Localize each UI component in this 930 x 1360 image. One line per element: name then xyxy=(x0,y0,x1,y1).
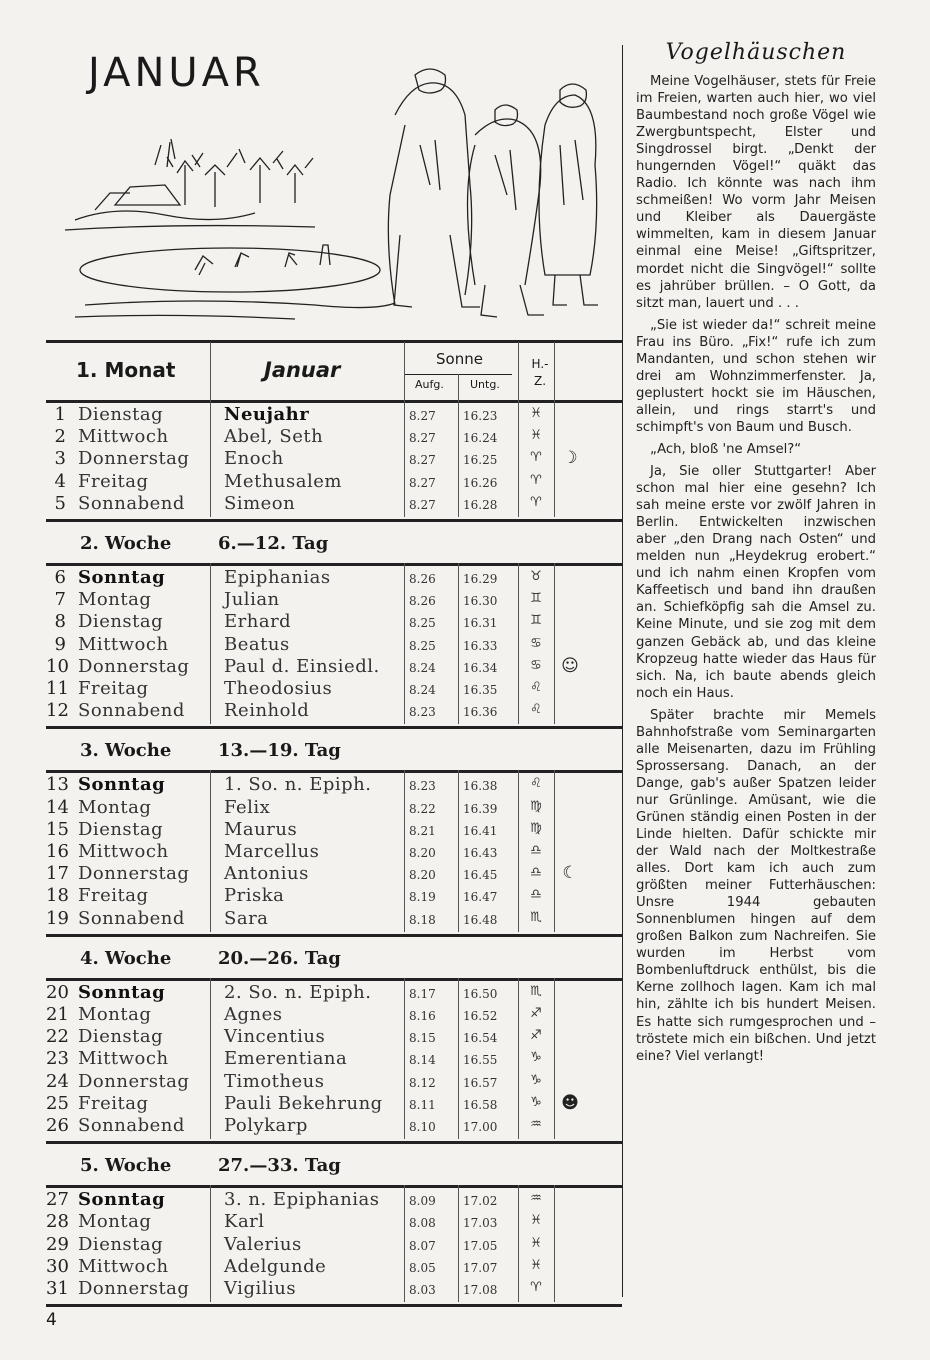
saint-name: Antonius xyxy=(224,863,309,885)
column-rule xyxy=(518,563,519,724)
saint-name: Reinhold xyxy=(224,700,310,722)
first-quarter-moon-icon: ☽ xyxy=(562,448,578,469)
calendar-bottom-rule xyxy=(46,1304,622,1307)
cancer-icon: ♋ xyxy=(530,657,542,673)
saint-name: Theodosius xyxy=(224,678,333,699)
day-number: 30 xyxy=(46,1255,69,1277)
sunset-time: 17.08 xyxy=(463,1283,498,1297)
day-number: 21 xyxy=(46,1004,69,1025)
weekday: Sonnabend xyxy=(78,700,185,722)
weekday: Mittwoch xyxy=(78,633,169,655)
sunrise-time: 8.20 xyxy=(409,868,436,883)
weekday: Sonnabend xyxy=(78,492,185,514)
capricorn-icon: ♑ xyxy=(530,1050,542,1066)
header-monat-name: Januar xyxy=(264,358,341,382)
day-row xyxy=(46,1026,622,1048)
day-number: 7 xyxy=(54,589,66,611)
sunrise-time: 8.16 xyxy=(409,1009,436,1023)
column-rule xyxy=(458,978,459,1139)
day-number: 16 xyxy=(46,841,69,862)
day-number: 12 xyxy=(46,700,69,722)
article-title: Vogelhäuschen xyxy=(665,40,847,65)
day-row xyxy=(46,1093,622,1115)
sunset-time: 17.00 xyxy=(463,1120,498,1134)
weekday: Sonntag xyxy=(78,1189,166,1211)
saint-name: Emerentiana xyxy=(224,1048,348,1070)
day-number: 18 xyxy=(46,885,69,907)
sunset-time: 16.25 xyxy=(463,453,498,468)
sunset-time: 16.50 xyxy=(463,986,498,1001)
column-rule xyxy=(554,770,555,931)
pisces-icon: ♓ xyxy=(530,406,542,421)
sunset-time: 16.30 xyxy=(463,594,498,609)
column-rule xyxy=(458,1185,459,1302)
day-row xyxy=(46,774,622,796)
leo-icon: ♌ xyxy=(530,776,542,792)
day-row xyxy=(46,1189,622,1211)
header-column-rule xyxy=(210,342,211,400)
saint-name: Vigilius xyxy=(224,1278,297,1299)
sagittarius-icon: ♐ xyxy=(530,1028,542,1044)
sunset-time: 16.38 xyxy=(463,779,498,794)
sunrise-time: 8.25 xyxy=(409,638,436,653)
weekday: Mittwoch xyxy=(78,1048,169,1070)
sunset-time: 17.03 xyxy=(463,1216,498,1231)
sunset-time: 17.02 xyxy=(463,1194,498,1209)
aquarius-icon: ♒ xyxy=(530,1191,542,1207)
sunrise-time: 8.09 xyxy=(409,1194,436,1209)
weekday: Dienstag xyxy=(78,1233,164,1255)
sunset-time: 16.24 xyxy=(463,431,498,446)
column-rule xyxy=(518,1185,519,1302)
pisces-icon: ♓ xyxy=(530,1213,542,1229)
day-row xyxy=(46,819,622,841)
saint-name: Karl xyxy=(224,1211,265,1233)
day-row xyxy=(46,1004,622,1026)
aries-icon: ♈ xyxy=(530,450,542,466)
saint-name: Abel, Seth xyxy=(224,426,324,448)
weekday: Dienstag xyxy=(78,818,164,840)
day-number: 10 xyxy=(46,655,69,677)
column-rule xyxy=(518,400,519,517)
header-top-rule xyxy=(46,340,622,343)
article-paragraph: Später brachte mir Memels Bahnhofstraße vom Seminargarten alle Meisenarten, dazu im Frühling Sprossersang. Danach, an der Dange, gab's außer Spatzen leider nur Grünlinge. Amüsant, wie die Grünen ständig einen Posten in der Linde hielten. Dafür schickte mir der Wald nach der Moltkestraße alles. Dort kam ich auch zum größten meiner Futterhäuschen: Unsre 1944 gebauten Sonnenblumen hingen auf dem großen Balkon zum Nachreifen. Sie wurden im Herbst vom Bombenluftdruck enthülst, bis die Kerne zollhoch lagen. Kam ich mal hin, zählte ich bis hundert Meisen. Es hatte sich rumgesprochen und – tröstete mich ein bißchen. Und jetzt eine? Viel verlangt! xyxy=(636,707,876,1064)
column-rule xyxy=(554,978,555,1139)
weekday: Montag xyxy=(78,1004,152,1025)
column-divider xyxy=(622,45,623,1297)
sunrise-time: 8.14 xyxy=(409,1053,436,1068)
week-header-rule xyxy=(46,1185,622,1188)
saint-name: Felix xyxy=(224,796,271,818)
week-label: 4. Woche xyxy=(80,947,172,969)
column-rule xyxy=(210,400,211,517)
day-number: 24 xyxy=(46,1070,69,1092)
saint-name: Valerius xyxy=(224,1233,302,1255)
saint-name: Epiphanias xyxy=(224,567,331,588)
sunrise-time: 8.27 xyxy=(409,453,436,468)
day-row xyxy=(46,841,622,863)
cancer-icon: ♋ xyxy=(530,635,542,651)
weekday: Montag xyxy=(78,1211,152,1233)
saint-name: Polykarp xyxy=(224,1115,308,1136)
day-number: 3 xyxy=(54,448,66,470)
header-bottom-rule xyxy=(46,400,622,403)
week-header-rule xyxy=(46,770,622,773)
saint-name: Timotheus xyxy=(224,1070,325,1092)
sunset-time: 16.36 xyxy=(463,705,498,720)
column-rule xyxy=(458,563,459,724)
saint-name: Vincentius xyxy=(224,1026,326,1048)
day-row xyxy=(46,1234,622,1256)
day-row xyxy=(46,404,622,426)
sunrise-time: 8.15 xyxy=(409,1031,436,1046)
article xyxy=(636,40,876,1070)
sagittarius-icon: ♐ xyxy=(530,1006,542,1021)
week-separator-rule xyxy=(46,1141,622,1144)
sunset-time: 16.45 xyxy=(463,868,498,883)
day-row xyxy=(46,567,622,589)
sunset-time: 16.23 xyxy=(463,409,498,423)
sunrise-time: 8.20 xyxy=(409,846,436,860)
sunset-time: 16.48 xyxy=(463,912,498,927)
day-number: 1 xyxy=(54,404,66,425)
column-rule xyxy=(554,1185,555,1302)
saint-name: Paul d. Einsiedl. xyxy=(224,655,380,677)
weekday: Freitag xyxy=(78,1092,149,1114)
weekday: Sonntag xyxy=(78,567,166,588)
day-row xyxy=(46,1115,622,1137)
day-row xyxy=(46,863,622,885)
scorpio-icon: ♏ xyxy=(530,983,542,999)
saint-name: 2. So. n. Epiph. xyxy=(224,981,372,1003)
sunrise-time: 8.05 xyxy=(409,1260,436,1275)
day-row xyxy=(46,611,622,633)
leo-icon: ♌ xyxy=(530,680,542,695)
sunrise-time: 8.19 xyxy=(409,890,436,905)
sunrise-time: 8.11 xyxy=(409,1097,436,1112)
pisces-icon: ♓ xyxy=(530,1257,542,1273)
day-row xyxy=(46,471,622,493)
weekday: Sonntag xyxy=(78,774,166,796)
sunset-time: 16.34 xyxy=(463,660,498,675)
saint-name: Beatus xyxy=(224,633,290,655)
day-number: 15 xyxy=(46,818,69,840)
sunset-time: 16.54 xyxy=(463,1031,498,1046)
column-rule xyxy=(210,978,211,1139)
libra-icon: ♎ xyxy=(530,865,542,881)
sunrise-time: 8.21 xyxy=(409,823,436,838)
weekday: Mittwoch xyxy=(78,841,169,862)
libra-icon: ♎ xyxy=(530,843,542,858)
leo-icon: ♌ xyxy=(530,702,542,718)
saint-name: Methusalem xyxy=(224,470,342,492)
day-row xyxy=(46,493,622,515)
weekday: Montag xyxy=(78,589,152,611)
column-rule xyxy=(210,563,211,724)
calendar-table xyxy=(46,340,622,1340)
day-number: 14 xyxy=(46,796,69,818)
day-row xyxy=(46,1256,622,1278)
week-separator-rule xyxy=(46,934,622,937)
virgo-icon: ♍ xyxy=(530,798,542,814)
sunrise-time: 8.26 xyxy=(409,572,436,586)
day-number: 5 xyxy=(54,492,66,514)
day-row xyxy=(46,448,622,470)
week-label: 2. Woche xyxy=(80,533,172,554)
week-range: 27.—33. Tag xyxy=(218,1155,341,1177)
day-number: 4 xyxy=(54,470,66,492)
day-number: 19 xyxy=(46,907,69,929)
sunset-time: 17.05 xyxy=(463,1238,498,1253)
week-label: 3. Woche xyxy=(80,740,172,762)
sunrise-time: 8.22 xyxy=(409,801,436,816)
day-row xyxy=(46,589,622,611)
sunrise-time: 8.03 xyxy=(409,1283,436,1297)
aries-icon: ♈ xyxy=(530,1280,542,1295)
sunset-time: 16.52 xyxy=(463,1009,498,1023)
sunset-time: 16.26 xyxy=(463,475,498,490)
aries-icon: ♈ xyxy=(530,472,542,488)
taurus-icon: ♉ xyxy=(530,569,542,584)
libra-icon: ♎ xyxy=(530,887,542,903)
day-row xyxy=(46,656,622,678)
sunrise-time: 8.27 xyxy=(409,475,436,490)
day-number: 20 xyxy=(46,981,69,1003)
saint-name: Enoch xyxy=(224,448,284,470)
weekday: Dienstag xyxy=(78,611,164,633)
sunrise-time: 8.27 xyxy=(409,497,436,512)
aquarius-icon: ♒ xyxy=(530,1117,542,1132)
week-range: 6.—12. Tag xyxy=(218,533,329,554)
sunrise-time: 8.26 xyxy=(409,594,436,609)
header-aufg: Aufg. xyxy=(415,378,444,391)
winter-skating-illustration xyxy=(55,55,610,335)
day-number: 6 xyxy=(54,567,66,588)
article-body xyxy=(636,73,876,1065)
weekday: Mittwoch xyxy=(78,426,169,448)
full-moon-icon: ☺ xyxy=(561,655,579,676)
sunset-time: 16.31 xyxy=(463,616,498,631)
day-number: 11 xyxy=(46,678,69,699)
column-rule xyxy=(210,770,211,931)
sunrise-time: 8.25 xyxy=(409,616,436,631)
article-paragraph: „Ach, bloß 'ne Amsel?“ xyxy=(650,441,802,457)
header-sonne: Sonne xyxy=(436,350,483,368)
day-row xyxy=(46,908,622,930)
day-number: 29 xyxy=(46,1233,69,1255)
weekday: Montag xyxy=(78,796,152,818)
sunrise-time: 8.23 xyxy=(409,779,436,794)
sunrise-time: 8.12 xyxy=(409,1075,436,1090)
header-hz: H.-Z. xyxy=(531,357,549,388)
sunset-time: 16.39 xyxy=(463,801,498,816)
day-number: 22 xyxy=(46,1026,69,1048)
column-rule xyxy=(518,770,519,931)
day-number: 13 xyxy=(46,774,69,796)
weekday: Freitag xyxy=(78,470,149,492)
header-column-rule xyxy=(554,342,555,400)
column-rule xyxy=(404,563,405,724)
sunrise-time: 8.08 xyxy=(409,1216,436,1231)
day-number: 26 xyxy=(46,1115,69,1136)
article-paragraph: Meine Vogelhäuser, stets für Freie im Freien, warten auch hier, wo viel Baumbestand noch große Vögel wie Zwergbuntspecht, Elster und Singdrossel birgt. „Denkt der hungernden Vögel!“ quäkt das Radio. Ich könnte was nach ihm schmeißen! Wo vorm Jahr Meisen und Kleiber als Dauergäste wimmelten, kam in diesem Januar einmal eine Meise! „Giftspritzer, mordet nicht die Singvögel!“ sollte es jahrüber brüllen. – O Gott, da sitzt man, lauert und . . . xyxy=(636,74,876,311)
day-row xyxy=(46,1278,622,1300)
column-rule xyxy=(554,563,555,724)
weekday: Dienstag xyxy=(78,404,164,425)
week-range: 20.—26. Tag xyxy=(218,947,341,969)
page-title: JANUAR xyxy=(88,50,265,96)
weekday: Mittwoch xyxy=(78,1255,169,1277)
column-rule xyxy=(554,400,555,517)
weekday: Sonnabend xyxy=(78,1115,185,1136)
sunrise-time: 8.23 xyxy=(409,705,436,720)
sunrise-time: 8.27 xyxy=(409,431,436,446)
week-separator-rule xyxy=(46,519,622,522)
day-number: 31 xyxy=(46,1278,69,1299)
day-row xyxy=(46,678,622,700)
day-row xyxy=(46,1048,622,1070)
last-quarter-moon-icon: ☾ xyxy=(562,863,578,884)
pisces-icon: ♓ xyxy=(530,428,542,444)
column-rule xyxy=(404,400,405,517)
header-column-rule xyxy=(458,374,459,400)
column-rule xyxy=(458,400,459,517)
saint-name: 3. n. Epiphanias xyxy=(224,1189,380,1211)
day-row xyxy=(46,700,622,722)
sunrise-time: 8.27 xyxy=(409,409,436,423)
column-rule xyxy=(518,978,519,1139)
day-row xyxy=(46,426,622,448)
sunrise-time: 8.10 xyxy=(409,1120,436,1134)
column-rule xyxy=(404,770,405,931)
sunset-time: 16.35 xyxy=(463,683,498,697)
aries-icon: ♈ xyxy=(530,494,542,510)
header-column-rule xyxy=(518,342,519,400)
week-range: 13.—19. Tag xyxy=(218,740,341,762)
sunrise-time: 8.24 xyxy=(409,660,436,675)
weekday: Donnerstag xyxy=(78,1278,190,1299)
day-row xyxy=(46,885,622,907)
day-number: 8 xyxy=(54,611,66,633)
sunset-time: 16.29 xyxy=(463,572,498,586)
sunset-time: 16.57 xyxy=(463,1075,498,1090)
day-number: 25 xyxy=(46,1092,69,1114)
sunrise-time: 8.17 xyxy=(409,986,436,1001)
sunrise-time: 8.07 xyxy=(409,1238,436,1253)
saint-name: Priska xyxy=(224,885,285,907)
saint-name: Neujahr xyxy=(224,404,310,425)
sunset-time: 16.41 xyxy=(463,823,498,838)
day-row xyxy=(46,1211,622,1233)
week-header-rule xyxy=(46,563,622,566)
day-number: 23 xyxy=(46,1048,69,1070)
article-paragraph: „Sie ist wieder da!“ schreit meine Frau ins Büro. „Fix!“ rufe ich zum Mandanten, und schon stehen wir drei am Wohnzimmerfenster. Ja, geplustert hockt sie im Häuschen, allein, und rings starrt's und schimpft's von Baum und Busch. xyxy=(636,317,876,435)
sunrise-time: 8.24 xyxy=(409,683,436,697)
day-row xyxy=(46,982,622,1004)
day-row xyxy=(46,797,622,819)
sunset-time: 16.28 xyxy=(463,497,498,512)
column-rule xyxy=(404,978,405,1139)
weekday: Sonnabend xyxy=(78,907,185,929)
weekday: Donnerstag xyxy=(78,863,190,885)
day-number: 17 xyxy=(46,863,69,885)
gemini-icon: ♊ xyxy=(530,613,542,629)
saint-name: Simeon xyxy=(224,492,296,514)
saint-name: Pauli Bekehrung xyxy=(224,1092,383,1114)
saint-name: Julian xyxy=(224,589,280,611)
day-number: 2 xyxy=(54,426,66,448)
saint-name: Adelgunde xyxy=(224,1255,327,1277)
header-untg: Untg. xyxy=(470,378,500,391)
sunrise-time: 8.18 xyxy=(409,912,436,927)
column-rule xyxy=(458,770,459,931)
weekday: Donnerstag xyxy=(78,448,190,470)
saint-name: Agnes xyxy=(224,1004,283,1025)
sunset-time: 16.33 xyxy=(463,638,498,653)
article-paragraph: Ja, Sie oller Stuttgarter! Aber schon mal hier eine gesehn? Ich sah meine erste vor zwölf Jahren in Berlin. Entwickelten inzwischen aber „den Drang nach Osten“ und melden nun „Heydekrug erobert.“ und ich nahm einen Kropfen vom Kaffeetisch und band ihn draußen an. Schiefköpfig sah die Amsel zu. Keine Minute, und sie zog mit dem ganzen Gebäck ab, und das kleine Kropzeug hatte wieder das Haus für sich. Na, ich baute abends gleich noch ein Haus. xyxy=(636,464,876,701)
week-header-rule xyxy=(46,978,622,981)
saint-name: Erhard xyxy=(224,611,292,633)
day-number: 28 xyxy=(46,1211,69,1233)
new-moon-icon: ☻ xyxy=(561,1092,579,1113)
gemini-icon: ♊ xyxy=(530,591,542,607)
weekday: Freitag xyxy=(78,885,149,907)
virgo-icon: ♍ xyxy=(530,820,542,836)
week-label: 5. Woche xyxy=(80,1155,172,1177)
day-row xyxy=(46,1071,622,1093)
sunset-time: 16.55 xyxy=(463,1053,498,1068)
sunset-time: 17.07 xyxy=(463,1260,498,1275)
saint-name: 1. So. n. Epiph. xyxy=(224,774,372,796)
page-number: 4 xyxy=(46,1310,57,1330)
sunset-time: 16.58 xyxy=(463,1097,498,1112)
capricorn-icon: ♑ xyxy=(530,1072,542,1088)
weekday: Sonntag xyxy=(78,981,166,1003)
day-row xyxy=(46,634,622,656)
week-separator-rule xyxy=(46,726,622,729)
pisces-icon: ♓ xyxy=(530,1235,542,1251)
header-monat: 1. Monat xyxy=(76,358,176,382)
saint-name: Maurus xyxy=(224,818,298,840)
weekday: Freitag xyxy=(78,678,149,699)
weekday: Dienstag xyxy=(78,1026,164,1048)
capricorn-icon: ♑ xyxy=(530,1094,542,1110)
day-number: 27 xyxy=(46,1189,69,1211)
sunset-time: 16.43 xyxy=(463,846,498,860)
column-rule xyxy=(404,1185,405,1302)
saint-name: Sara xyxy=(224,907,269,929)
weekday: Donnerstag xyxy=(78,1070,190,1092)
saint-name: Marcellus xyxy=(224,841,320,862)
scorpio-icon: ♏ xyxy=(530,909,542,925)
sunset-time: 16.47 xyxy=(463,890,498,905)
column-rule xyxy=(210,1185,211,1302)
weekday: Donnerstag xyxy=(78,655,190,677)
day-number: 9 xyxy=(54,633,66,655)
header-column-rule xyxy=(404,342,405,400)
